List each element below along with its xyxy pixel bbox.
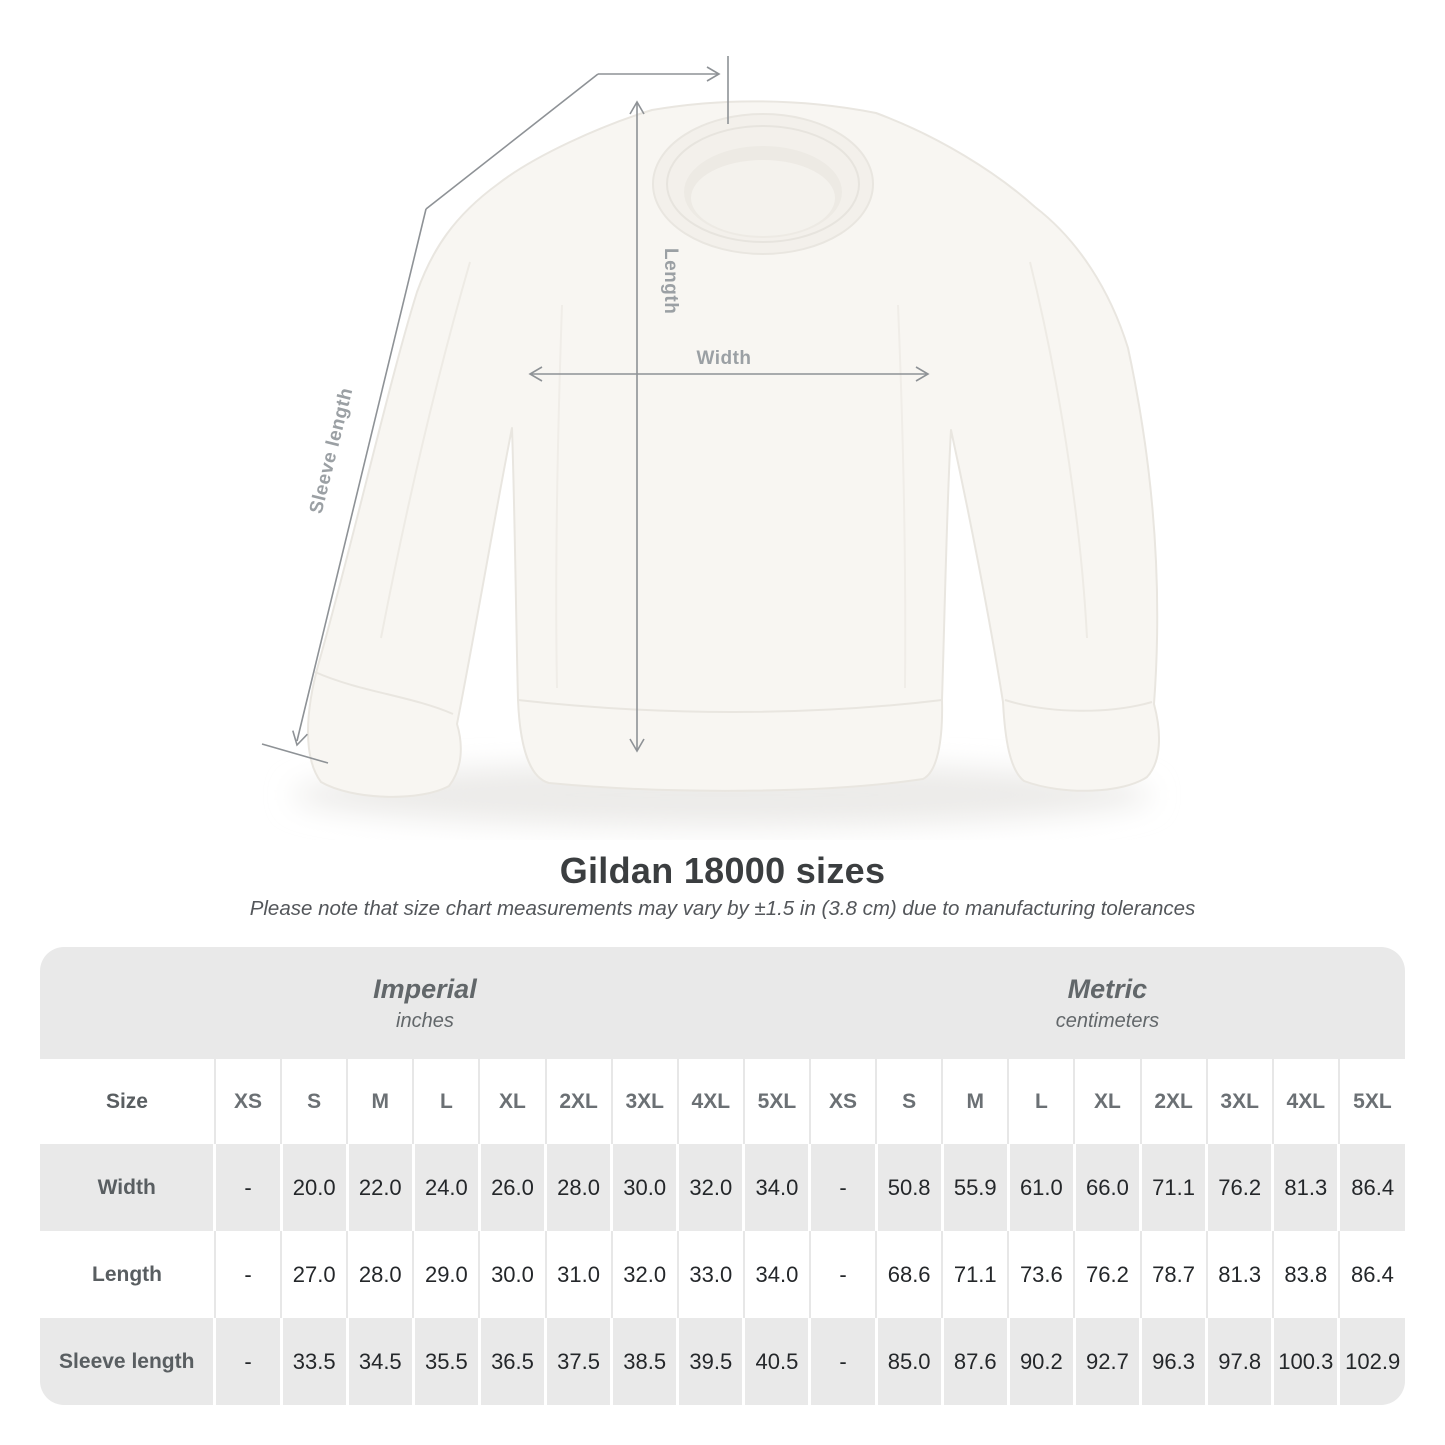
metric-unit-name: Metric — [1067, 973, 1148, 1004]
metric-value-cell: 86.4 — [1339, 1144, 1405, 1231]
imperial-value-cell: 33.0 — [678, 1231, 744, 1318]
imperial-value-cell: - — [215, 1144, 281, 1231]
metric-value-cell: 83.8 — [1273, 1231, 1339, 1318]
metric-value-cell: 73.6 — [1008, 1231, 1074, 1318]
unit-header-band — [40, 947, 1405, 1059]
tolerance-note: Please note that size chart measurements may vary by ±1.5 in (3.8 cm) due to manufacturing tolerances — [249, 897, 1196, 920]
size-header-cell-metric: 5XL — [1339, 1059, 1405, 1144]
arrowhead-down-icon — [293, 731, 308, 745]
size-header-cell-imperial: M — [347, 1059, 413, 1144]
imperial-value-cell: 36.5 — [479, 1318, 545, 1405]
metric-value-cell: 76.2 — [1074, 1231, 1140, 1318]
metric-value-cell: 68.6 — [876, 1231, 942, 1318]
imperial-value-cell: 20.0 — [281, 1144, 347, 1231]
imperial-value-cell: 31.0 — [546, 1231, 612, 1318]
size-header-cell-imperial: 2XL — [546, 1059, 612, 1144]
metric-value-cell: 85.0 — [876, 1318, 942, 1405]
row-label-cell: Width — [97, 1175, 156, 1199]
measurement-row — [40, 1144, 1405, 1231]
imperial-value-cell: 34.0 — [744, 1144, 810, 1231]
metric-value-cell: 102.9 — [1339, 1318, 1405, 1405]
imperial-unit-group — [40, 947, 810, 1059]
size-header-cell-metric: XS — [810, 1059, 876, 1144]
metric-value-cell: 81.3 — [1273, 1144, 1339, 1231]
metric-unit-group — [810, 947, 1405, 1059]
imperial-value-cell: 26.0 — [479, 1144, 545, 1231]
size-header-cell-metric: S — [876, 1059, 942, 1144]
size-header-cell-metric: 2XL — [1141, 1059, 1207, 1144]
row-label-cell: Length — [92, 1262, 162, 1286]
metric-value-cell: 76.2 — [1207, 1144, 1273, 1231]
size-header-cell-metric: L — [1008, 1059, 1074, 1144]
size-header-cell-imperial: 3XL — [612, 1059, 678, 1144]
metric-value-cell: 55.9 — [942, 1144, 1008, 1231]
size-table-card — [40, 947, 1405, 1405]
imperial-unit-name: Imperial — [373, 973, 477, 1004]
imperial-value-cell: 37.5 — [546, 1318, 612, 1405]
size-header-cell-metric: XL — [1074, 1059, 1140, 1144]
imperial-value-cell: 22.0 — [347, 1144, 413, 1231]
metric-value-cell: 96.3 — [1141, 1318, 1207, 1405]
metric-value-cell: - — [810, 1231, 876, 1318]
metric-unit-sub: centimeters — [1055, 1009, 1160, 1032]
size-header-cell-metric: 3XL — [1207, 1059, 1273, 1144]
imperial-value-cell: 30.0 — [612, 1144, 678, 1231]
metric-value-cell: - — [810, 1144, 876, 1231]
sleeve-length-measure-label: Sleeve length — [305, 385, 358, 516]
size-table — [40, 1059, 1405, 1405]
metric-value-cell: 71.1 — [1141, 1144, 1207, 1231]
imperial-value-cell: 34.0 — [744, 1231, 810, 1318]
row-label-cell: Sleeve length — [59, 1349, 195, 1373]
metric-value-cell: 71.1 — [942, 1231, 1008, 1318]
imperial-value-cell: 39.5 — [678, 1318, 744, 1405]
imperial-value-cell: 24.0 — [413, 1144, 479, 1231]
imperial-unit-sub: inches — [396, 1009, 454, 1032]
imperial-value-cell: 30.0 — [479, 1231, 545, 1318]
imperial-value-cell: 34.5 — [347, 1318, 413, 1405]
imperial-value-cell: - — [215, 1318, 281, 1405]
imperial-value-cell: - — [215, 1231, 281, 1318]
size-col-header: Size — [105, 1089, 148, 1113]
size-header-cell-metric: M — [942, 1059, 1008, 1144]
imperial-value-cell: 32.0 — [678, 1144, 744, 1231]
imperial-value-cell: 27.0 — [281, 1231, 347, 1318]
size-header-cell-metric: 4XL — [1273, 1059, 1339, 1144]
metric-value-cell: 87.6 — [942, 1318, 1008, 1405]
imperial-value-cell: 28.0 — [546, 1144, 612, 1231]
imperial-value-cell: 32.0 — [612, 1231, 678, 1318]
metric-value-cell: - — [810, 1318, 876, 1405]
metric-value-cell: 66.0 — [1074, 1144, 1140, 1231]
metric-value-cell: 86.4 — [1339, 1231, 1405, 1318]
metric-value-cell: 50.8 — [876, 1144, 942, 1231]
imperial-value-cell: 40.5 — [744, 1318, 810, 1405]
size-header-cell-imperial: 5XL — [744, 1059, 810, 1144]
metric-value-cell: 78.7 — [1141, 1231, 1207, 1318]
measurement-row — [40, 1318, 1405, 1405]
metric-value-cell: 61.0 — [1008, 1144, 1074, 1231]
length-measure-label: Length — [660, 248, 681, 315]
size-header-cell-imperial: XL — [479, 1059, 545, 1144]
size-header-cell-imperial: XS — [215, 1059, 281, 1144]
width-measure-label: Width — [696, 348, 752, 369]
imperial-value-cell: 35.5 — [413, 1318, 479, 1405]
imperial-value-cell: 38.5 — [612, 1318, 678, 1405]
size-header-cell-imperial: L — [413, 1059, 479, 1144]
measurement-row — [40, 1231, 1405, 1318]
size-header-cell-imperial: S — [281, 1059, 347, 1144]
metric-value-cell: 90.2 — [1008, 1318, 1074, 1405]
imperial-value-cell: 33.5 — [281, 1318, 347, 1405]
size-header-cell-imperial: 4XL — [678, 1059, 744, 1144]
metric-value-cell: 100.3 — [1273, 1318, 1339, 1405]
metric-value-cell: 97.8 — [1207, 1318, 1273, 1405]
page-title: Gildan 18000 sizes — [559, 850, 886, 891]
metric-value-cell: 81.3 — [1207, 1231, 1273, 1318]
size-header-row — [40, 1059, 1405, 1144]
sweatshirt-illustration — [305, 101, 1159, 797]
imperial-value-cell: 28.0 — [347, 1231, 413, 1318]
metric-value-cell: 92.7 — [1074, 1318, 1140, 1405]
imperial-value-cell: 29.0 — [413, 1231, 479, 1318]
